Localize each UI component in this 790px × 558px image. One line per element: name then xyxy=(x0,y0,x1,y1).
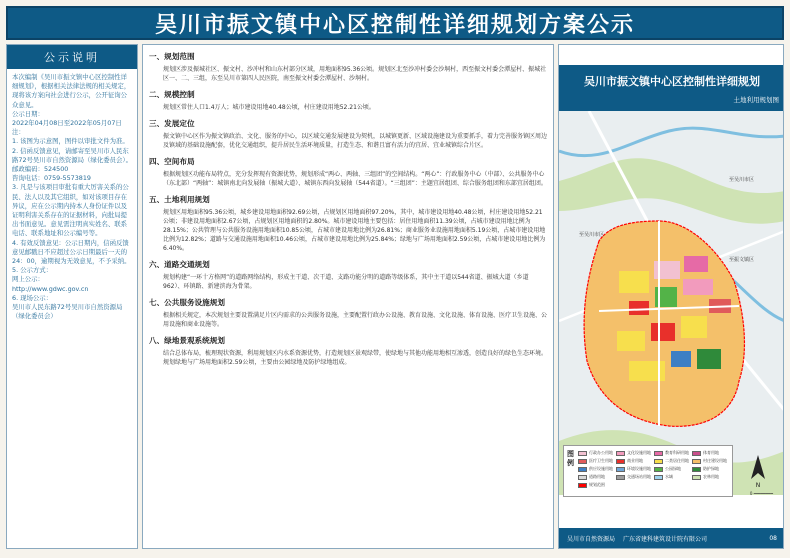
footer-designer: 广东省建科建筑设计院有限公司 xyxy=(623,535,708,543)
legend-item xyxy=(578,474,605,480)
notice-paragraph: 网上公示： xyxy=(12,275,44,284)
legend-label: 环境设施用地 xyxy=(627,466,651,471)
legend-label: 医疗卫生用地 xyxy=(589,458,613,463)
legend-item xyxy=(654,466,681,472)
legend-heading: 图例 xyxy=(567,450,574,467)
legend-swatch xyxy=(578,483,587,488)
notice-paragraph: 4. 有效反馈意见：公示日期内，信函反馈意见邮戳日不应超过公示日期最后一天的24：00，逾期视为无效意见，不予采纳。 xyxy=(12,238,131,266)
section-heading: 六、道路交通规划 xyxy=(149,260,210,269)
legend-swatch xyxy=(692,467,701,472)
residential-block xyxy=(681,316,707,338)
legend-label: 村庄建设用地 xyxy=(703,458,727,463)
notice-paragraph: 2022年04月08日至2022年05月07日 xyxy=(12,119,122,128)
map-footer xyxy=(559,528,784,548)
legend-label: 交通场站用地 xyxy=(627,474,651,479)
utility-block xyxy=(671,351,691,367)
legend-item xyxy=(578,450,613,456)
notice-paragraph: 5. 公示方式： xyxy=(12,266,53,275)
map-label: 至振文镇区 xyxy=(729,257,755,263)
section-body: 规划区涉及振城社区、振文村、沙冲村和山东村部分区域，用地面积95.36公顷。规划区北至沙冲村委会沙垌村，西至振文村委会潭屋村、振城社区一、二、三组，东至吴川市第四人民医院，南至振文村委会潭屋村、沙垌村。 xyxy=(163,66,547,82)
section-body: 结合总体布局，梳理现状资源，利用规划区内水系资源优势，打造规划区景观绿带，使绿地与其他功能用地相互渗透，创造良好的绿色生态环境。规划绿地与广场用地面积2.59公顷，主要由公园绿地及防护绿地组成。 xyxy=(163,350,548,366)
north-arrow-icon xyxy=(747,453,769,489)
notice-paragraph: 吴川市人民东路72号吴川市自然资源局（绿化委员会） xyxy=(12,303,123,321)
legend-item xyxy=(578,482,605,488)
legend-swatch xyxy=(654,475,663,480)
legend-item xyxy=(654,458,689,464)
section-heading: 七、公共服务设施规划 xyxy=(149,298,225,307)
legend-item xyxy=(692,458,727,464)
legend-swatch xyxy=(616,467,625,472)
notice-paragraph: 1. 该图为示意图，图件以审批文件为准。 xyxy=(12,137,129,146)
notice-website-link[interactable]: http://www.gdwc.gov.cn xyxy=(12,284,89,293)
legend-item xyxy=(692,450,719,456)
section-body: 规划区用地面积95.36公顷，城乡建设用地面积92.69公顷，占规划区用地面积97.20%，其中，城市建设用地40.48公顷，村庄建设用地52.21公顷；非建设用地面积2.67公顷，占规划区用地面积的2.80%。城市建设用地主要包括：居住用地面积11.39公顷，占城市建设用地比例为28.15%；公共管理与公共服务设施用地面积10.85公顷，占城市建设用地比例为26.81%；商业服务业设施用地面积5.19公顷，占城市建设用地比例为12.82%；道路与交通设施用地面积10.46公顷，占城市建设用地比例为25.84%；绿地与广场用地面积2.59公顷，占城市建设用地比例为6.40%。 xyxy=(163,209,546,252)
legend-swatch xyxy=(654,451,663,456)
notice-paragraph: 咨询电话：0759-5573819 xyxy=(12,174,91,183)
legend-label: 规划范围 xyxy=(589,482,605,487)
legend-item xyxy=(654,474,673,480)
notice-paragraph: 2. 信函反馈意见，请邮寄至吴川市人民东路72号吴川市自然资源局（绿化委员会）。 xyxy=(12,146,132,164)
legend-swatch xyxy=(578,467,587,472)
commercial-block xyxy=(629,301,649,315)
legend-label: 行政办公用地 xyxy=(589,450,613,455)
legend-swatch xyxy=(616,475,625,480)
map-legend xyxy=(563,445,733,497)
section-scope xyxy=(149,51,547,83)
commercial-block xyxy=(651,323,675,341)
legend-swatch xyxy=(616,451,625,456)
notice-paragraph: 6. 现场公示： xyxy=(12,293,53,302)
legend-label: 商业用地 xyxy=(627,458,643,463)
map-title: 吴川市振文镇中心区控制性详细规划 xyxy=(584,75,760,88)
page-title-bar xyxy=(6,6,784,40)
legend-swatch xyxy=(692,451,701,456)
page-title: 吴川市振文镇中心区控制性详细规划方案公示 xyxy=(154,12,635,38)
legend-swatch xyxy=(578,475,587,480)
residential-block xyxy=(619,271,649,293)
section-heading: 三、发展定位 xyxy=(149,119,195,128)
notice-paragraph: 注： xyxy=(12,128,25,137)
culture-block xyxy=(683,279,713,295)
footer-page-number: 08 xyxy=(769,534,777,542)
section-body: 规划构建“一环十方格网”的道路网络结构，形成主干道、次干道、支路功能分明的道路等级体系，其中主干道以544省道、振城大道（乡道962）、环镇路、新建滨海为骨架。 xyxy=(163,274,529,290)
legend-item xyxy=(616,466,651,472)
section-heading: 八、绿地景观系统规划 xyxy=(149,336,225,345)
land-use-map xyxy=(559,111,784,495)
legend-label: 道路用地 xyxy=(589,474,605,479)
legend-item xyxy=(578,458,613,464)
legend-item xyxy=(616,474,651,480)
legend-item xyxy=(616,458,643,464)
notice-paragraph: 3. 凡是与该项目审批有重大厉害关系的公民、法人以及其它组织，如对该项目存在异议，应在公示期内持本人身份证件以及证明利害关系存在的证据材料，向批局提出书面意见。意见需注明真实姓名、联系电话、联系地址和公示编号等。 xyxy=(12,183,129,238)
legend-item xyxy=(654,450,689,456)
legend-item xyxy=(616,450,651,456)
notice-body xyxy=(7,69,137,325)
legend-swatch xyxy=(578,459,587,464)
map-label: 至吴川市区 xyxy=(579,232,605,238)
section-body: 根据相关规定，本次规划主要设置满足片区内需求的公共服务设施，主要配置行政办公设施、教育设施、文化设施、体育设施、医疗卫生设施、公用设施和商业设施等。 xyxy=(163,312,548,328)
section-body: 规划区常住人口1.4万人；城市建设用地40.48公顷，村庄建设用地52.21公顷。 xyxy=(163,104,375,111)
notice-paragraph: 公示日期： xyxy=(12,109,44,118)
section-spatial-layout xyxy=(149,156,547,188)
section-scale xyxy=(149,89,547,112)
legend-swatch xyxy=(654,467,663,472)
section-road-traffic xyxy=(149,259,547,291)
legend-swatch xyxy=(654,459,663,464)
legend-label: 水域 xyxy=(665,474,673,479)
legend-label: 二类居住用地 xyxy=(665,458,689,463)
legend-label: 教育科研用地 xyxy=(665,450,689,455)
section-body: 根据规划区功能布局特点，充分发挥现有资源优势，规划形成“两心、两轴、三组团”的空间结构。“两心”：行政服务中心（中部）、公共服务中心（东北部）“两轴”：城镇南北向发展轴（振城大道）、城镇东西向发展轴（544省道）。“三组团”：主题宜居组团、综合服务组团和东部宜居组团。 xyxy=(163,171,547,187)
section-heading: 四、空间布局 xyxy=(149,157,195,166)
notice-heading: 公示说明 xyxy=(7,45,137,69)
legend-swatch xyxy=(692,475,701,480)
section-body: 振文镇中心区作为振文镇政治、文化、服务的中心，以区域交通发展建设为契机，以城镇更新、区域设施建设为重要抓手，着力完善服务镇区周边及镇域的基础设施配套，优化交通组织，提升居民生活环境质量，打造生态、和谐且富有活力的宜居、宜业城镇综合片区。 xyxy=(163,133,548,149)
section-heading: 一、规划范围 xyxy=(149,52,195,61)
section-heading: 五、土地利用规划 xyxy=(149,195,210,204)
notice-paragraph: 本次编制《吴川市振文镇中心区控制性详细规划》，根据相关法律法规的相关规定，现将该方案向社会进行公示，公开征询公众意见。 xyxy=(12,73,131,109)
scale-bar: 0 ━━━━━━━━ xyxy=(749,491,773,496)
map-panel xyxy=(558,44,784,549)
svg-text:N: N xyxy=(755,482,761,489)
legend-item xyxy=(692,466,719,472)
plan-text-panel xyxy=(142,44,554,549)
map-label: 至吴川市区 xyxy=(729,177,755,183)
legend-label: 体育用地 xyxy=(703,450,719,455)
map-subtitle: 土地利用规划图 xyxy=(733,96,779,104)
map-header xyxy=(559,65,784,111)
legend-swatch xyxy=(692,459,701,464)
protective-green-block xyxy=(697,349,721,369)
section-green-landscape xyxy=(149,335,547,367)
legend-label: 供应设施用地 xyxy=(589,466,613,471)
legend-label: 公园绿地 xyxy=(665,466,681,471)
legend-item xyxy=(692,474,719,480)
section-heading: 二、规模控制 xyxy=(149,90,195,99)
legend-item xyxy=(578,466,613,472)
section-public-services xyxy=(149,297,547,329)
footer-agency: 吴川市自然资源局 xyxy=(567,535,616,543)
legend-label: 文化设施用地 xyxy=(627,450,651,455)
notice-panel xyxy=(6,44,138,549)
admin-block xyxy=(654,261,680,279)
residential-block xyxy=(617,331,645,351)
legend-swatch xyxy=(616,459,625,464)
section-land-use xyxy=(149,194,547,253)
notice-paragraph: 邮政编码：524500 xyxy=(12,165,69,174)
education-block xyxy=(684,256,708,272)
section-positioning xyxy=(149,118,547,150)
legend-label: 防护绿地 xyxy=(703,466,719,471)
legend-swatch xyxy=(578,451,587,456)
legend-label: 农林用地 xyxy=(703,474,719,479)
